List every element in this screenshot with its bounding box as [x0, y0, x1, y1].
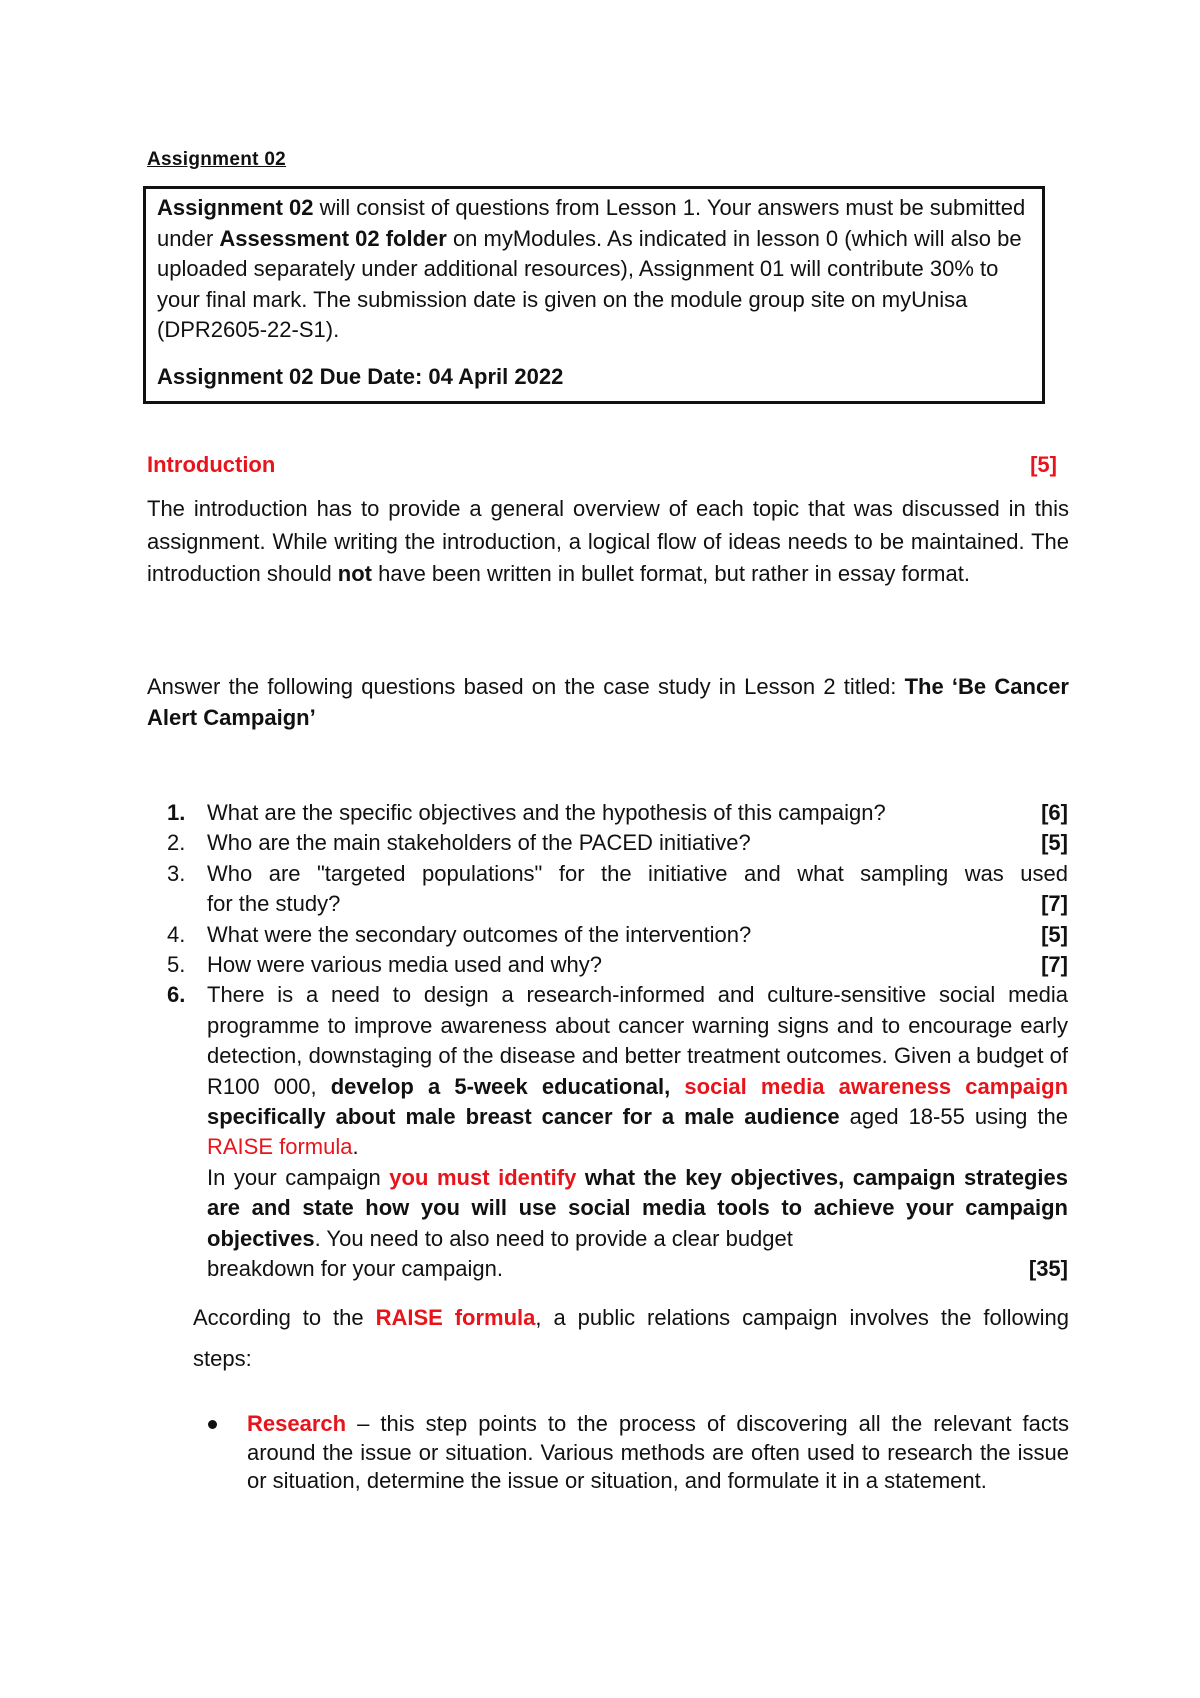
q6-text-4: In your campaign: [207, 1164, 390, 1190]
assignment-info-box: [143, 186, 1045, 404]
question-item: [167, 828, 1068, 858]
question-6-text: [207, 980, 1068, 1162]
question-text: Who are "targeted populations" for the initiative and what sampling was used: [207, 860, 1068, 886]
bullet-item-research: [205, 1410, 1069, 1496]
introduction-heading: [147, 452, 1057, 478]
question-number: 4.: [167, 921, 186, 947]
intro-text-2: have been written in bullet format, but rather in essay format.: [372, 561, 970, 586]
question-text: Who are the main stakeholders of the PACED initiative?: [207, 830, 751, 856]
question-mark: [7]: [1041, 891, 1068, 917]
q6-bold-3: what the key objectives, campaign strategies are and state how you will use social media tools to achieve your campaign objectives: [207, 1164, 1068, 1251]
q6-red-3: you must identify: [389, 1164, 577, 1190]
info-text-2: on myModules. As indicated in lesson 0 (which will also be uploaded separately under additional resources), Assignment 01 will contribute 30% to your final mark. The submission date is given on the module group site on myUnisa (DPR2605-22-S1).: [157, 225, 1022, 342]
question-text: How were various media used and why?: [207, 952, 602, 978]
question-item: [167, 859, 1068, 920]
assignment-heading: Assignment 02: [147, 149, 287, 170]
question-item: [167, 950, 1068, 980]
info-text-1: will consist of questions from Lesson 1. Your answers must be submitted under: [157, 195, 1026, 251]
question-number: 3.: [167, 860, 186, 886]
bullet-dot-icon: [208, 1420, 217, 1429]
q6-text-3: .: [352, 1134, 359, 1160]
question-item-6: [167, 980, 1068, 1284]
assignment-info-text: [157, 193, 1031, 346]
info-bold-title: Assignment 02: [157, 195, 314, 220]
introduction-mark: [5]: [1030, 452, 1057, 477]
raise-text-2: , a public relations campaign involves the following steps:: [193, 1305, 1069, 1371]
q6-text-6: breakdown for your campaign.: [207, 1256, 503, 1282]
question-6-instructions: [207, 1163, 1068, 1254]
question-mark: [6]: [1041, 800, 1068, 825]
question-number: 1.: [167, 800, 186, 825]
bullet-title-research: Research: [247, 1411, 347, 1436]
q6-red-2: RAISE formula: [207, 1134, 353, 1160]
introduction-title: Introduction: [147, 452, 276, 477]
question-mark: [5]: [1041, 830, 1068, 856]
question-text: What were the secondary outcomes of the intervention?: [207, 921, 752, 947]
q6-bold-1: develop a 5-week educational,: [330, 1073, 671, 1099]
case-title: The ‘Be Cancer Alert Campaign’: [147, 674, 1069, 730]
question-text-cont: for the study?: [207, 891, 341, 917]
q6-text-1: There is a need to design a research-informed and culture-sensitive social media programme to improve awareness about cancer warning signs and to encourage early detection, downstaging of the disease and better treatment outcomes. Given a budget of R100 000,: [207, 982, 1068, 1099]
q6-text-5: . You need to also need to provide a clear budget: [314, 1225, 793, 1251]
q6-bold-2: specifically about male breast cancer for a male audience: [207, 1104, 840, 1130]
raise-formula-intro: [193, 1297, 1069, 1379]
intro-text-1: The introduction has to provide a general overview of each topic that was discussed in this assignment. While writing the introduction, a logical flow of ideas needs to be maintained. The introduction should: [147, 496, 1069, 586]
q6-text-2: aged 18-55 using the: [839, 1104, 1068, 1130]
due-date: Assignment 02 Due Date: 04 April 2022: [157, 363, 564, 389]
case-text: Answer the following questions based on the case study in Lesson 2 titled:: [147, 674, 905, 699]
question-number: 6.: [167, 982, 186, 1008]
question-item: [167, 798, 1068, 828]
question-mark: [5]: [1041, 921, 1068, 947]
question-mark: [35]: [1028, 1256, 1068, 1282]
question-item: [167, 920, 1068, 950]
question-list: [167, 798, 1068, 1285]
question-number: 5.: [167, 952, 186, 978]
info-bold-folder: Assessment 02 folder: [219, 225, 447, 251]
raise-formula-label: RAISE formula: [375, 1305, 536, 1330]
q6-red-1: social media awareness campaign: [684, 1073, 1069, 1099]
introduction-paragraph: [147, 493, 1069, 591]
raise-text-1: According to the: [193, 1305, 376, 1330]
question-mark: [7]: [1041, 952, 1068, 978]
case-study-paragraph: [147, 671, 1069, 733]
bullet-text: – this step points to the process of discovering all the relevant facts around the issue or situation. Various methods are often used to research the issue or situation, determine the issue or situation, and formulate it in a statement.: [247, 1411, 1069, 1493]
intro-bold-not: not: [337, 561, 372, 586]
question-number: 2.: [167, 830, 186, 856]
question-text: What are the specific objectives and the hypothesis of this campaign?: [207, 800, 886, 825]
